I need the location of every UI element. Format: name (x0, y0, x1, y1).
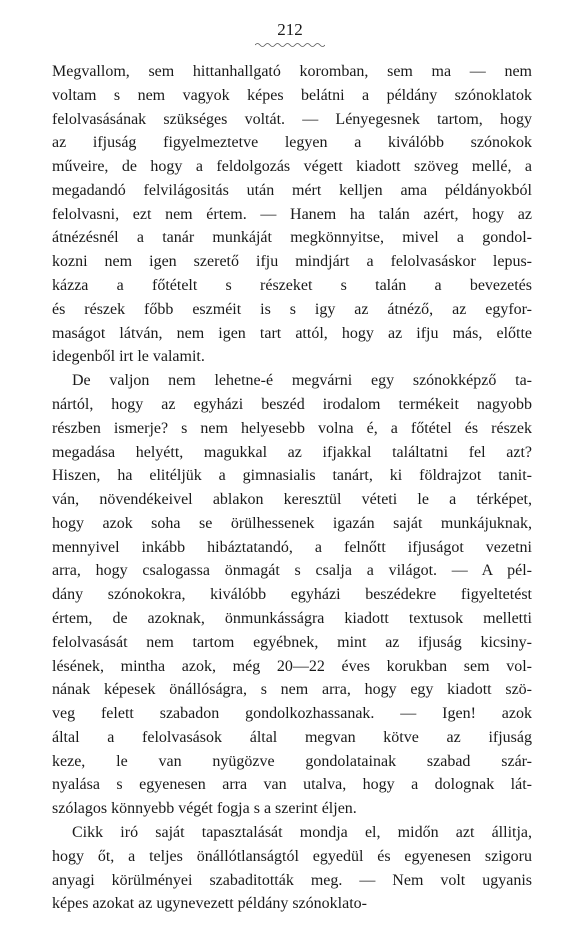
text-line: megadása helyétt, magukkal az ifjakkal találtatni fel azt? (52, 443, 532, 461)
text-line: az ifjuság figyelmeztetve legyen a kiválóbb szónokok (52, 134, 532, 152)
text-line: keze, le van nyügözve gondolatainak szabad szár- (52, 752, 532, 770)
text-line: De valjon nem lehetne-é megvárni egy szónokképző ta- (72, 372, 532, 390)
text-line: hogy azok soha se örülhessenek igazán saját munkájuknak, (52, 514, 532, 532)
text-line: megadandó felvilágositás után mért kelljen ama példányokból (52, 181, 532, 199)
text-line: által a felolvasások által megvan kötve az ifjuság (52, 728, 532, 746)
paragraph (52, 60, 532, 369)
text-line: nának képesek önállóságra, s nem arra, hogy egy kiadott szö- (52, 681, 532, 699)
text-line: Megvallom, sem hittanhallgató koromban, sem ma — nem (52, 63, 532, 80)
text-line: maságot látván, nem igen tart attól, hogy az ifju más, előtte (52, 324, 532, 342)
text-line: átnézésnél a tanár munkáját megkönnyitse, mivel a gondol- (52, 229, 532, 247)
text-line: veg felett szabadon gondolkozhassanak. — Igen! azok (52, 705, 532, 723)
text-line: anyagi körülményei szabaditották meg. — Nem volt ugyanis (52, 871, 532, 889)
text-line: és részek főbb eszméit is s igy az átnéző, az egyfor- (52, 300, 532, 318)
text-line: szólagos könnyebb végét fogja s a szerint éljen. (52, 800, 357, 818)
text-line: nyalása s egyenesen arra van utalva, hogy a dolognak lát- (52, 776, 532, 794)
text-line: arra, hogy csalogassa önmagát s csalja a világot. — A pél- (52, 562, 532, 580)
text-line: felolvasni, ezt nem értem. — Hanem ha talán azért, hogy az (52, 205, 532, 223)
text-line: műveire, de hogy a feldolgozás végett kiadott szöveg mellé, a (52, 158, 532, 176)
text-line: hogy őt, a teljes önállótlanságtól egyedül és egyenesen szigoru (52, 847, 532, 865)
text-line: nártól, hogy az egyházi beszéd irodalom termékeit nagyobb (52, 395, 532, 413)
text-line: kozni nem igen szerető ifju mindjárt a felolvasáskor lepus- (52, 253, 532, 271)
text-line: Cikk iró saját tapasztalását mondja el, midőn azt állitja, (72, 824, 532, 841)
page-number: 212 (277, 20, 303, 39)
text-line: felolvasásának szükséges voltát. — Lényegesnek tartom, hogy (52, 110, 532, 128)
text-line: voltam s nem vagyok képes belátni a példány szónoklatok (52, 86, 532, 104)
text-line: részben ismerje? s nem helyesebb volna é, a főtétel és részek (52, 419, 532, 437)
body-text (52, 60, 532, 916)
text-line: ván, növendékeivel ablakon keresztül véteti le a térképet, (52, 491, 532, 509)
text-line: mennyivel inkább hibáztatandó, a felnőtt ifjuságot vezetni (52, 538, 532, 556)
text-line: felolvasását nem tartom egyébnek, mint az ifjuság kicsiny- (52, 633, 532, 651)
text-line: idegenből irt le valamit. (52, 348, 205, 366)
text-line: képes azokat az ugynevezett példány szónoklato- (52, 895, 367, 913)
text-line: kázza a főtételt s részeket s talán a bevezetés (52, 277, 532, 295)
text-line: Hiszen, ha elitéljük a gimnasialis tanárt, ki földrajzot tanit- (52, 467, 532, 485)
paragraph (52, 369, 532, 821)
paragraph (52, 821, 532, 916)
text-line: dány szónokokra, kiválóbb egyházi beszédekre figyeltetést (52, 586, 532, 604)
text-line: értem, de azoknak, önmunkásságra kiadott textusok melletti (52, 609, 532, 627)
text-line: lésének, mintha azok, még 20—22 éves korukban sem vol- (52, 657, 532, 675)
wavy-rule-ornament (255, 42, 325, 48)
